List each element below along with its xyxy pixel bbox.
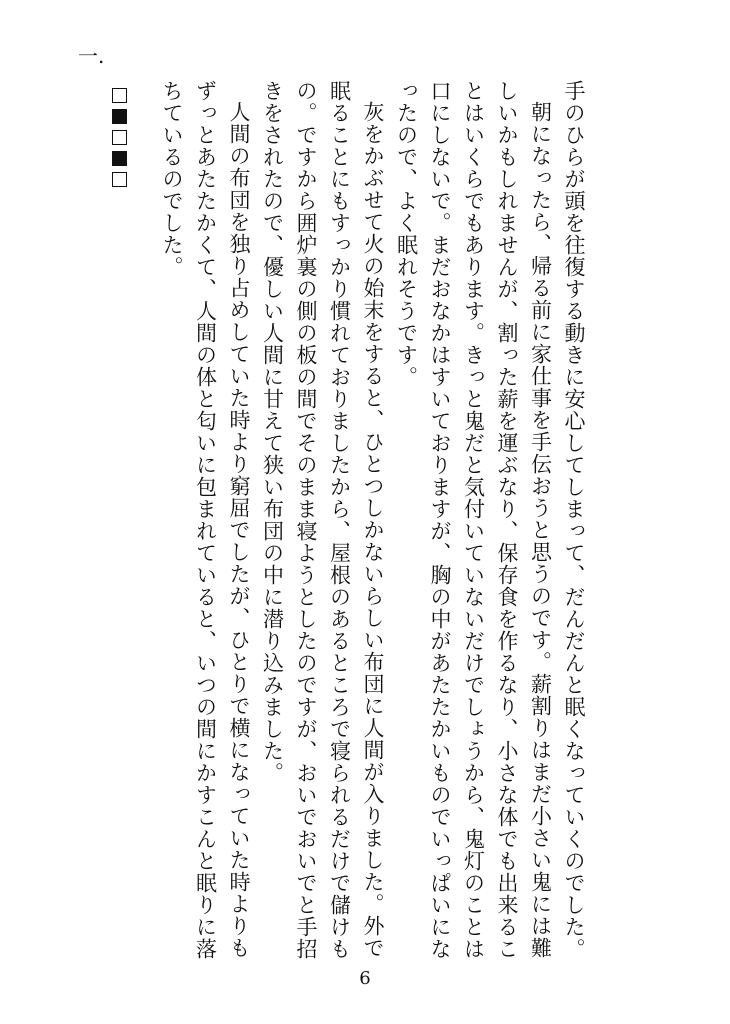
paragraph: 人間の布団を独り占めしていた時より窮屈でしたが、ひとりで横になっていた時よりもずっとあたたかくて、人間の体と匂いに包まれていると、いつの間にかすこんと眠りに落ちているのでした。 xyxy=(160,80,251,960)
paragraph: 朝になったら、帰る前に家仕事を手伝おうと思うのです。薪割りはまだ小さい鬼には難しいかもしれませんが、割った薪を運ぶなり、保存食を作るなり、小さな体でも出来ることはいくらでもあります。きっと鬼だと気付いていないだけでしょうから、鬼灯のことは口にしないで。まだおなかはすいておりますが、胸の中があたたかいものでいっぱいになったので、よく眠れそうです。 xyxy=(394,80,553,960)
paragraph: 灰をかぶせて火の始末をすると、ひとつしかないらしい布団に人間が入りました。外で眠ることにもすっかり慣れておりましたから、屋根のあるところで寝られるだけで儲けもの。ですから囲炉裏の側の板の間でそのまま寝ようとしたのですが、おいでおいでと手招きをされたので、優しい人間に甘えて狭い布団の中に潜り込みました。 xyxy=(260,80,385,960)
redaction-box-empty xyxy=(112,130,127,145)
redaction-marks xyxy=(112,88,130,187)
redaction-box-filled xyxy=(112,151,127,166)
redaction-box-empty xyxy=(112,172,127,187)
paragraph: 手のひらが頭を往復する動きに安心してしまって、だんだんと眠くなっていくのでした。 xyxy=(562,80,586,960)
section-mark: 一. xyxy=(78,44,105,68)
vertical-body-text xyxy=(160,80,590,960)
redaction-box-empty xyxy=(112,88,127,103)
redaction-box-filled xyxy=(112,109,127,124)
page-number: 6 xyxy=(359,968,371,989)
